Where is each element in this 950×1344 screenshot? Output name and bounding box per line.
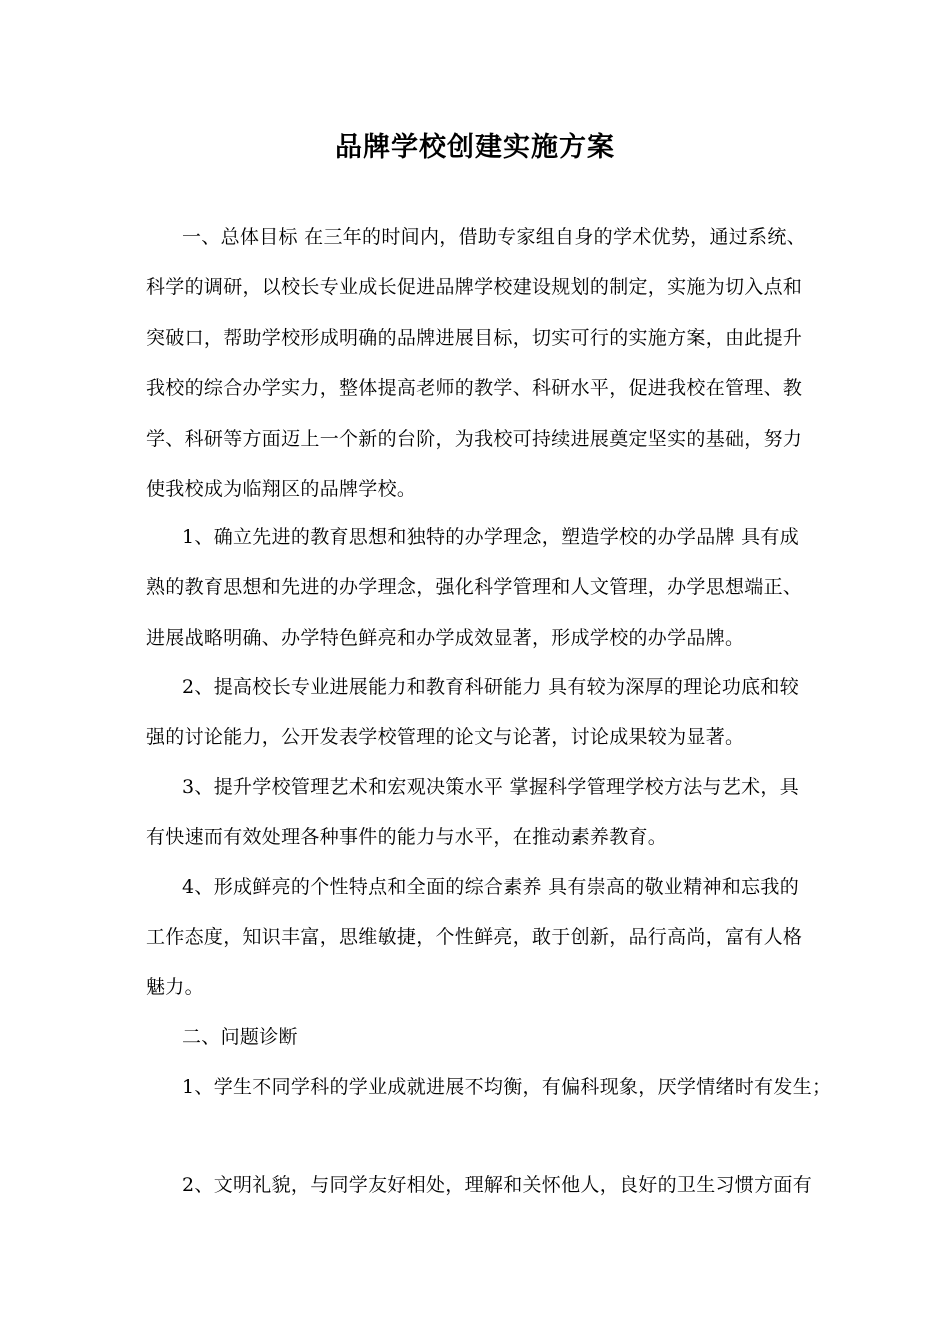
paragraph-line: 1、确立先进的教育思想和独特的办学理念，塑造学校的办学品牌 具有成 bbox=[182, 526, 800, 548]
paragraph-line: 有快速而有效处理各种事件的能力与水平，在推动素养教育。 bbox=[146, 826, 668, 848]
paragraph-line: 学、科研等方面迈上一个新的台阶，为我校可持续进展奠定坚实的基础，努力 bbox=[146, 428, 803, 450]
paragraph-line: 熟的教育思想和先进的办学理念，强化科学管理和人文管理，办学思想端正、 bbox=[146, 576, 803, 598]
paragraph-line: 使我校成为临翔区的品牌学校。 bbox=[146, 478, 417, 500]
paragraph-line: 进展战略明确、办学特色鲜亮和办学成效显著，形成学校的办学品牌。 bbox=[146, 627, 745, 649]
paragraph-line: 我校的综合办学实力，整体提高老师的教学、科研水平，促进我校在管理、教 bbox=[146, 377, 803, 399]
paragraph-line: 1、学生不同学科的学业成就进展不均衡，有偏科现象，厌学情绪时有发生； bbox=[182, 1076, 832, 1098]
paragraph-line: 2、文明礼貌，与同学友好相处，理解和关怀他人，良好的卫生习惯方面有 bbox=[182, 1174, 812, 1196]
paragraph-line: 强的讨论能力，公开发表学校管理的论文与论著，讨论成果较为显著。 bbox=[146, 726, 745, 748]
paragraph-line: 工作态度，知识丰富，思维敏捷，个性鲜亮，敢于创新，品行高尚，富有人格 bbox=[146, 926, 803, 948]
paragraph-line: 魅力。 bbox=[146, 976, 204, 998]
paragraph-line: 2、提高校长专业进展能力和教育科研能力 具有较为深厚的理论功底和较 bbox=[182, 676, 800, 698]
paragraph-line: 一、总体目标 在三年的时间内，借助专家组自身的学术优势，通过系统、 bbox=[182, 226, 806, 248]
paragraph-line: 3、提升学校管理艺术和宏观决策水平 掌握科学管理学校方法与艺术，具 bbox=[182, 776, 800, 798]
document-title: 品牌学校创建实施方案 bbox=[335, 132, 615, 163]
paragraph-line: 4、形成鲜亮的个性特点和全面的综合素养 具有崇高的敬业精神和忘我的 bbox=[182, 876, 800, 898]
paragraph-line: 科学的调研，以校长专业成长促进品牌学校建设规划的制定，实施为切入点和 bbox=[146, 276, 803, 298]
section-heading: 二、问题诊断 bbox=[182, 1026, 298, 1048]
paragraph-line: 突破口，帮助学校形成明确的品牌进展目标，切实可行的实施方案，由此提升 bbox=[146, 327, 803, 349]
